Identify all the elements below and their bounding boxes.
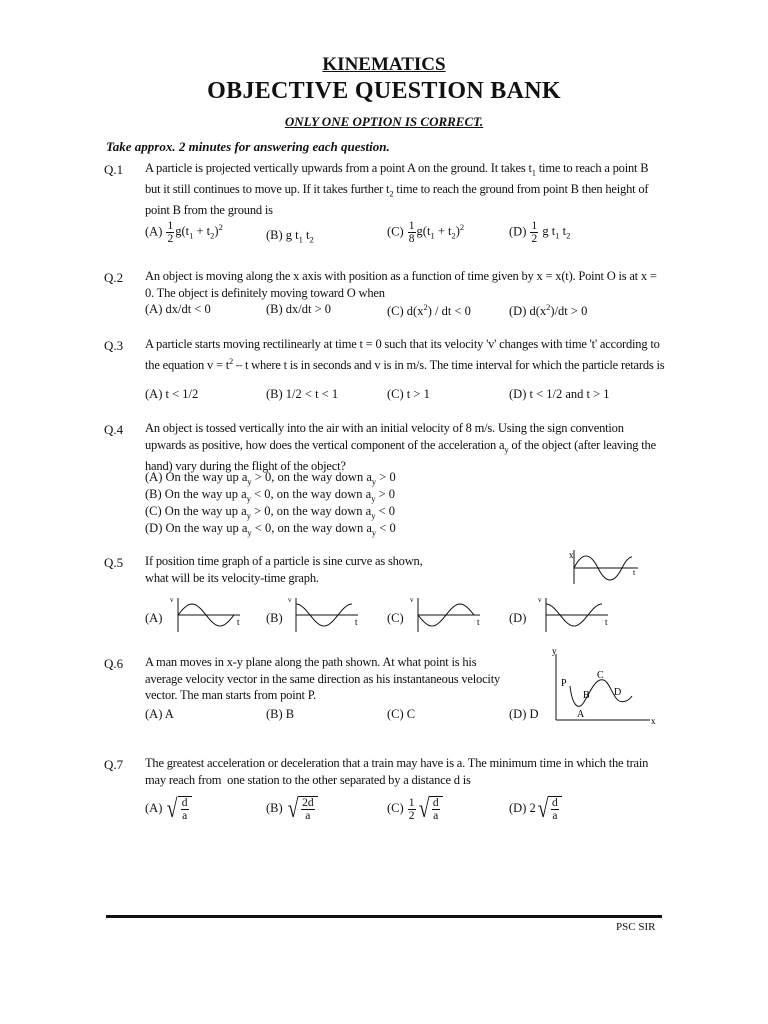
option	[145, 707, 174, 722]
option	[145, 504, 395, 521]
x-axis-label: x	[651, 716, 656, 726]
option-label: (D)	[145, 521, 166, 535]
question-text: An object is tossed vertically into the air with an initial velocity of 8 m/s. Using the sign convention upwards as positive, how does the vertical component of the acceleration $a_y$ of the object (after leaving the hand) vary during the flight of the object?	[145, 421, 656, 473]
option	[145, 796, 192, 822]
option-value: g $t_1$ $t_2$	[285, 228, 314, 245]
option-label: (C)	[145, 504, 165, 518]
option	[266, 302, 331, 317]
option-value: $\frac{1}{2}$ √ $\frac{d}{a}$	[407, 801, 443, 815]
option	[266, 228, 314, 245]
option-label: (B)	[266, 387, 286, 401]
option	[387, 796, 443, 822]
option	[387, 302, 471, 319]
option-label: (A)	[145, 611, 163, 625]
option	[387, 387, 430, 402]
question-text: An object is moving along the x axis with position as a function of time given by x = x(t). Point O is at x = 0. The object is definitely moving toward O when	[145, 269, 657, 300]
option-value: $d(x^2)$ / dt < 0	[406, 302, 471, 319]
option-value: $\frac{1}{2}$ $g(t_1 + t_2)^2$	[167, 220, 223, 245]
point-c-label: C	[597, 670, 604, 681]
option	[509, 387, 610, 402]
option	[145, 470, 396, 487]
option	[145, 521, 396, 538]
option-value: $\frac{1}{2}$ g $t_1$ $t_2$	[531, 220, 571, 245]
option-label: (B)	[266, 302, 286, 316]
option	[509, 707, 539, 722]
option-value: D	[529, 707, 539, 721]
point-b-label: B	[583, 690, 590, 701]
velocity-time-graph	[286, 596, 362, 634]
option	[387, 707, 415, 722]
option-label: (B)	[266, 800, 286, 815]
option-value: t < 1/2	[165, 387, 199, 401]
x-axis-label: x	[569, 550, 574, 560]
question-text: A particle starts moving rectilinearly at time t = 0 such that its velocity 'v' changes with time 't' according to the equation $v = t^2 - t$ where t is in seconds and v is in m/s. The time interval for which the particle retards is	[145, 337, 665, 372]
option-label: (D)	[509, 800, 530, 815]
y-axis-label: y	[552, 646, 557, 656]
option	[509, 220, 570, 245]
option-label: (D)	[509, 611, 527, 625]
option	[509, 796, 562, 822]
option-value: dx/dt < 0	[165, 302, 211, 316]
option-label: (B)	[266, 707, 286, 721]
question-text: A man moves in x-y plane along the path shown. At what point is his average velocity vector in the same direction as his instantaneous velocity vector. The man starts from point P.	[145, 655, 501, 702]
topic-heading: KINEMATICS	[322, 54, 446, 75]
option-value: dx/dt > 0	[285, 302, 332, 316]
option-label: (C)	[387, 800, 407, 815]
question-text: A particle is projected vertically upwards from a point A on the ground. It takes $t_1$ time to reach a point B but it still continues to move up. If it takes further $t_2$ time to reach the ground from point B then height of point B from the ground is	[145, 161, 649, 217]
option-value: t < 1/2 and t > 1	[529, 387, 610, 401]
t-axis-label: t	[605, 617, 608, 627]
option-value: On the way up $a_y < 0$, on the way down $a_y > 0$	[164, 487, 396, 504]
option-label: (A)	[145, 800, 166, 815]
question-text: The greatest acceleration or deceleration that a train may have is a. The minimum time in which the train may reach from one station to the other separated by a distance d is	[145, 756, 649, 787]
point-p-label: P	[561, 678, 567, 689]
velocity-time-graph	[168, 596, 244, 634]
position-time-graph	[566, 548, 646, 588]
option-value: On the way up $a_y < 0$, on the way down $a_y < 0$	[165, 521, 396, 538]
v-axis-label: v	[170, 596, 174, 604]
option-label: (B)	[266, 611, 283, 625]
option	[145, 302, 211, 317]
option	[145, 220, 223, 245]
option-value: C	[406, 707, 416, 721]
velocity-time-graph	[408, 596, 484, 634]
option-label: (A)	[145, 224, 166, 239]
question-number: Q.3	[104, 338, 124, 353]
option-label: (C)	[387, 304, 407, 319]
footer-text: PSC SIR	[616, 921, 656, 933]
question-number: Q.5	[104, 555, 124, 570]
subtitle: ONLY ONE OPTION IS CORRECT.	[284, 114, 484, 129]
option-value: B	[285, 707, 295, 721]
option-label: (A)	[145, 707, 165, 721]
v-axis-label: v	[538, 596, 542, 604]
option-label: (D)	[509, 707, 530, 721]
option-label: (B)	[145, 487, 165, 501]
question-text: If position time graph of a particle is sine curve as shown, what will be its velocity-time graph.	[145, 554, 423, 585]
t-axis-label: t	[477, 617, 480, 627]
option-value: On the way up $a_y > 0$, on the way down $a_y < 0$	[164, 504, 396, 521]
option-value: A	[164, 707, 174, 721]
question-number: Q.7	[104, 757, 124, 772]
option-label: (C)	[387, 707, 407, 721]
option-label: (D)	[509, 224, 530, 239]
option-label: (D)	[509, 387, 530, 401]
option	[145, 387, 198, 402]
footer-rule	[106, 915, 662, 918]
option-value: t > 1	[406, 387, 430, 401]
option-value: 2 √ $\frac{d}{a}$	[529, 801, 561, 815]
question-number: Q.2	[104, 270, 124, 285]
question-number: Q.1	[104, 162, 124, 177]
option-label: (A)	[145, 302, 166, 316]
question-number: Q.4	[104, 422, 124, 437]
v-axis-label: v	[288, 596, 292, 604]
question-number: Q.6	[104, 656, 124, 671]
v-axis-label: v	[410, 596, 414, 604]
option-value: $\frac{1}{8}$ $g(t_1 + t_2)^2$	[408, 220, 465, 245]
instruction-text: Take approx. 2 minutes for answering each question.	[106, 139, 390, 154]
option-label: (D)	[509, 304, 530, 319]
point-d-label: D	[614, 687, 622, 698]
option-value: On the way up $a_y > 0$, on the way down $a_y > 0$	[165, 470, 396, 487]
option-value: $d(x^2)/dt > 0$	[529, 302, 588, 319]
t-axis-label: t	[633, 568, 636, 577]
option-label: (A)	[145, 470, 166, 484]
option-value: 1/2 < t < 1	[285, 387, 339, 401]
option-label: (A)	[145, 387, 166, 401]
option-label: (B)	[266, 228, 286, 242]
velocity-time-graph	[536, 596, 612, 634]
option	[387, 220, 464, 245]
option-label: (C)	[387, 387, 407, 401]
option-value: √ $\frac{2d}{a}$	[286, 801, 318, 815]
t-axis-label: t	[355, 617, 358, 627]
point-a-label: A	[577, 709, 585, 720]
option	[266, 707, 294, 722]
option	[266, 796, 318, 822]
motion-path	[570, 680, 632, 707]
option	[145, 487, 395, 504]
page-title: OBJECTIVE QUESTION BANK	[207, 78, 561, 104]
option-label: (C)	[387, 611, 404, 625]
option	[266, 387, 338, 402]
t-axis-label: t	[237, 617, 240, 627]
option-value: √ $\frac{d}{a}$	[165, 801, 191, 815]
option	[509, 302, 587, 319]
option-label: (C)	[387, 224, 407, 239]
path-figure	[548, 646, 660, 726]
